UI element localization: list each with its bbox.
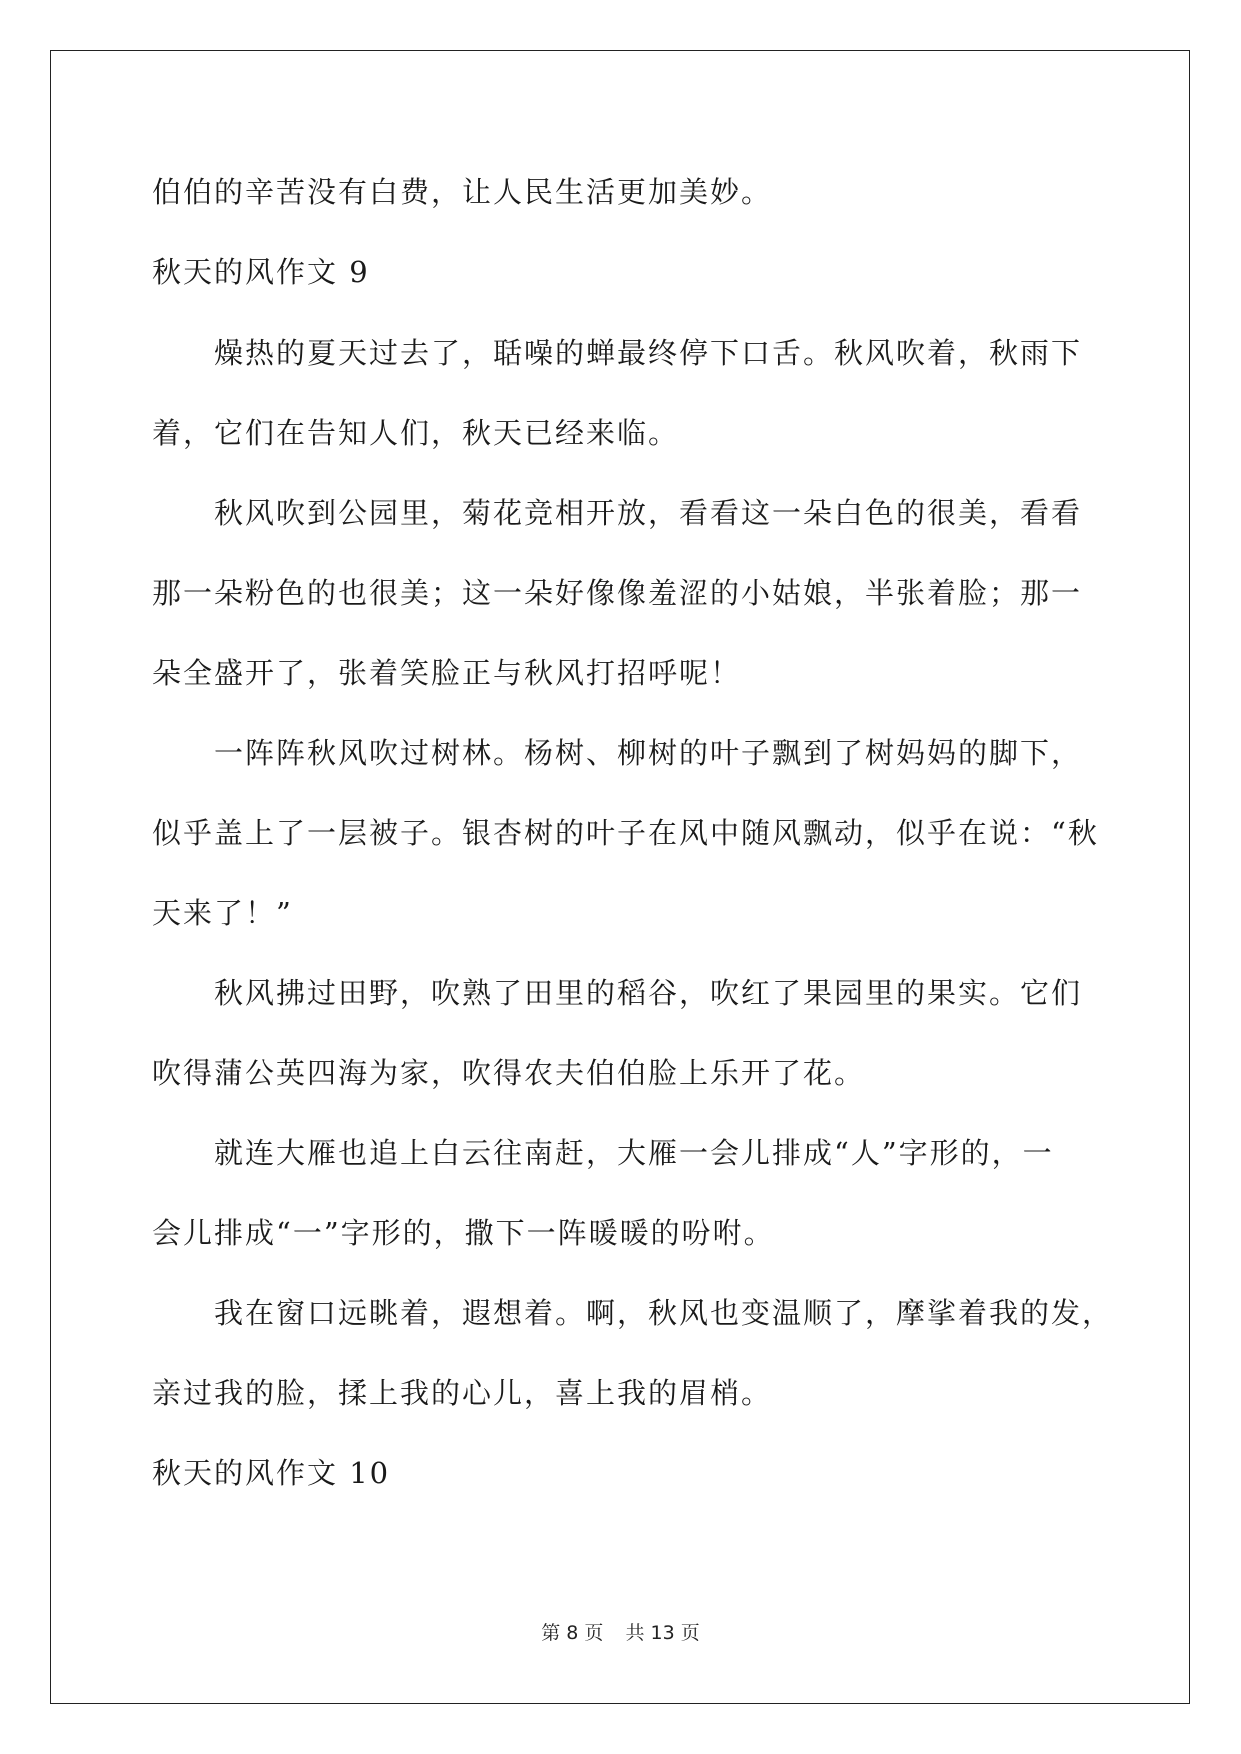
text-line: 着，它们在告知人们，秋天已经来临。 xyxy=(152,416,680,450)
page-total: 共 13 页 xyxy=(625,1622,700,1644)
section-heading: 秋天的风作文 9 xyxy=(152,255,370,289)
text-line: 会儿排成“一”字形的，撒下一阵暖暖的吩咐。 xyxy=(152,1216,775,1250)
text-line: 燥热的夏天过去了，聒噪的蝉最终停下口舌。秋风吹着，秋雨下 xyxy=(214,336,1083,370)
text-line: 天来了！” xyxy=(152,896,293,930)
page-number: 第 8 页 xyxy=(541,1622,604,1644)
section-heading: 秋天的风作文 10 xyxy=(152,1456,391,1490)
text-line: 一阵阵秋风吹过树林。杨树、柳树的叶子飘到了树妈妈的脚下， xyxy=(214,736,1083,770)
page-footer xyxy=(0,1618,1241,1645)
text-line: 伯伯的辛苦没有白费，让人民生活更加美妙。 xyxy=(152,175,773,209)
text-line: 秋风吹到公园里，菊花竞相开放，看看这一朵白色的很美，看看 xyxy=(214,496,1083,530)
text-line: 似乎盖上了一层被子。银杏树的叶子在风中随风飘动，似乎在说：“秋 xyxy=(152,816,1099,850)
text-line: 吹得蒲公英四海为家，吹得农夫伯伯脸上乐开了花。 xyxy=(152,1056,866,1090)
text-line: 亲过我的脸，揉上我的心儿，喜上我的眉梢。 xyxy=(152,1376,773,1410)
text-line: 那一朵粉色的也很美；这一朵好像像羞涩的小姑娘，半张着脸；那一 xyxy=(152,576,1083,610)
text-line: 就连大雁也追上白云往南赶，大雁一会儿排成“人”字形的，一 xyxy=(214,1136,1054,1170)
text-line: 我在窗口远眺着，遐想着。啊，秋风也变温顺了，摩挲着我的发， xyxy=(214,1296,1114,1330)
text-line: 秋风拂过田野，吹熟了田里的稻谷，吹红了果园里的果实。它们 xyxy=(214,976,1083,1010)
text-line: 朵全盛开了，张着笑脸正与秋风打招呼呢！ xyxy=(152,656,742,690)
